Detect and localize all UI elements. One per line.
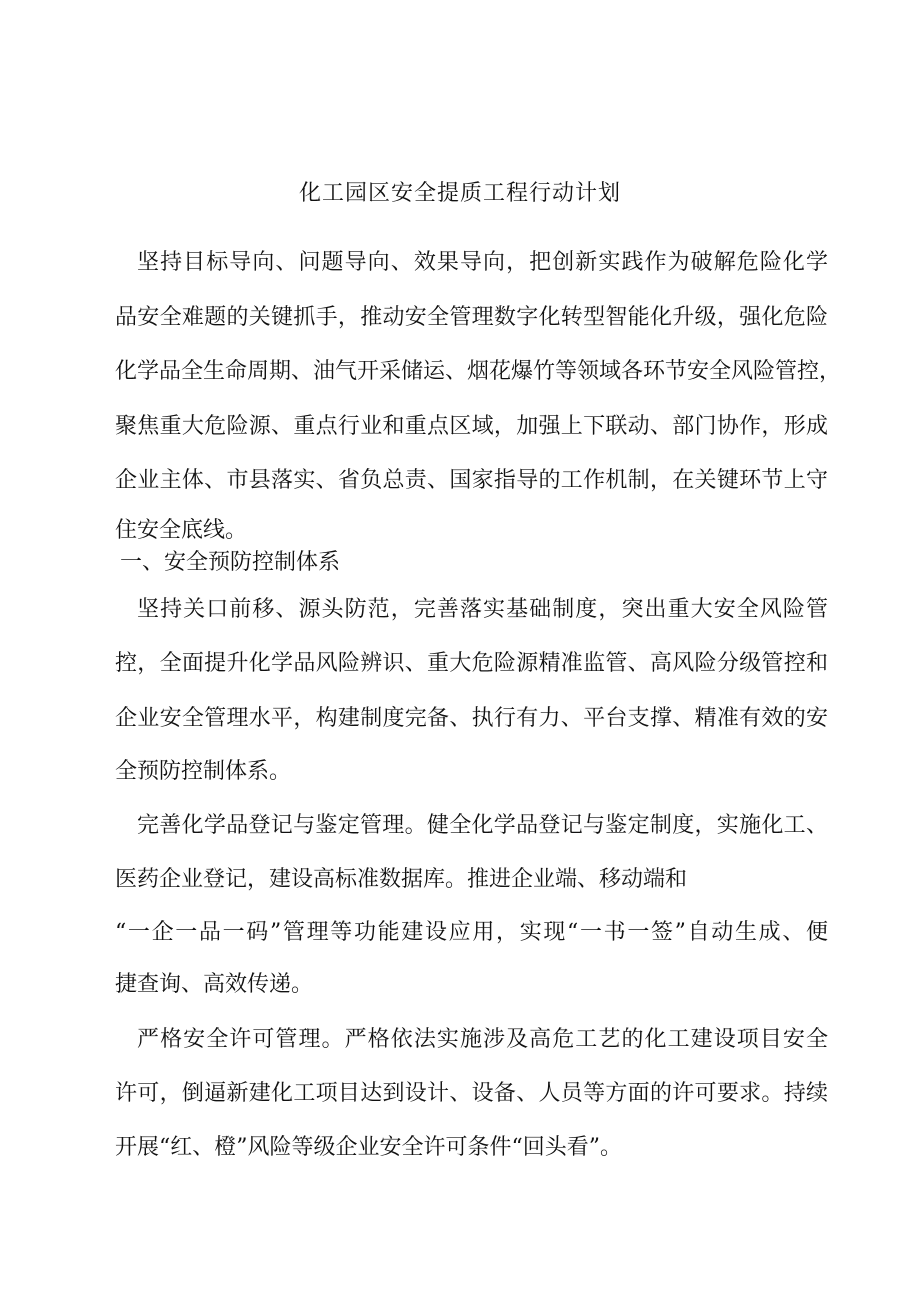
- text-line: 开展“红、橙”风险等级企业安全许可条件“回头看”。: [115, 1135, 622, 1160]
- section-heading: 一、安全预防控制体系: [120, 550, 341, 575]
- text-line: 聚焦重大危险源、重点行业和重点区域，加强上下联动、部门协作，形成: [115, 414, 828, 439]
- text-line: 许可，倒逼新建化工项目达到设计、设备、人员等方面的许可要求。持续: [115, 1081, 828, 1106]
- text-line: 捷查询、高效传递。: [115, 972, 314, 997]
- text-line: 坚持关口前移、源头防范，完善落实基础制度，突出重大安全风险管: [137, 597, 828, 622]
- text-line: “一企一品一码”管理等功能建设应用，实现“一书一签”自动生成、便: [115, 920, 828, 945]
- text-line: 严格安全许可管理。严格依法实施涉及高危工艺的化工建设项目安全: [137, 1027, 828, 1052]
- text-line: 企业主体、市县落实、省负总责、国家指导的工作机制，在关键环节上守: [115, 468, 828, 493]
- text-line: 品安全难题的关键抓手，推动安全管理数字化转型智能化升级，强化危险: [115, 305, 828, 330]
- text-line: 化学品全生命周期、油气开采储运、烟花爆竹等领域各环节安全风险管控，: [115, 359, 842, 384]
- text-line: 完善化学品登记与鉴定管理。健全化学品登记与鉴定制度，实施化工、: [137, 813, 828, 838]
- text-line: 全预防控制体系。: [115, 759, 292, 784]
- text-line: 控，全面提升化学品风险辨识、重大危险源精准监管、高风险分级管控和: [115, 651, 828, 676]
- text-line: 住安全底线。: [115, 518, 248, 543]
- document-title: 化工园区安全提质工程行动计划: [298, 181, 621, 206]
- text-line: 医药企业登记，建设高标准数据库。推进企业端、移动端和: [115, 867, 688, 892]
- text-line: 坚持目标导向、问题导向、效果导向，把创新实践作为破解危险化学: [137, 250, 828, 275]
- text-line: 企业安全管理水平，构建制度完备、执行有力、平台支撑、精准有效的安: [115, 706, 828, 731]
